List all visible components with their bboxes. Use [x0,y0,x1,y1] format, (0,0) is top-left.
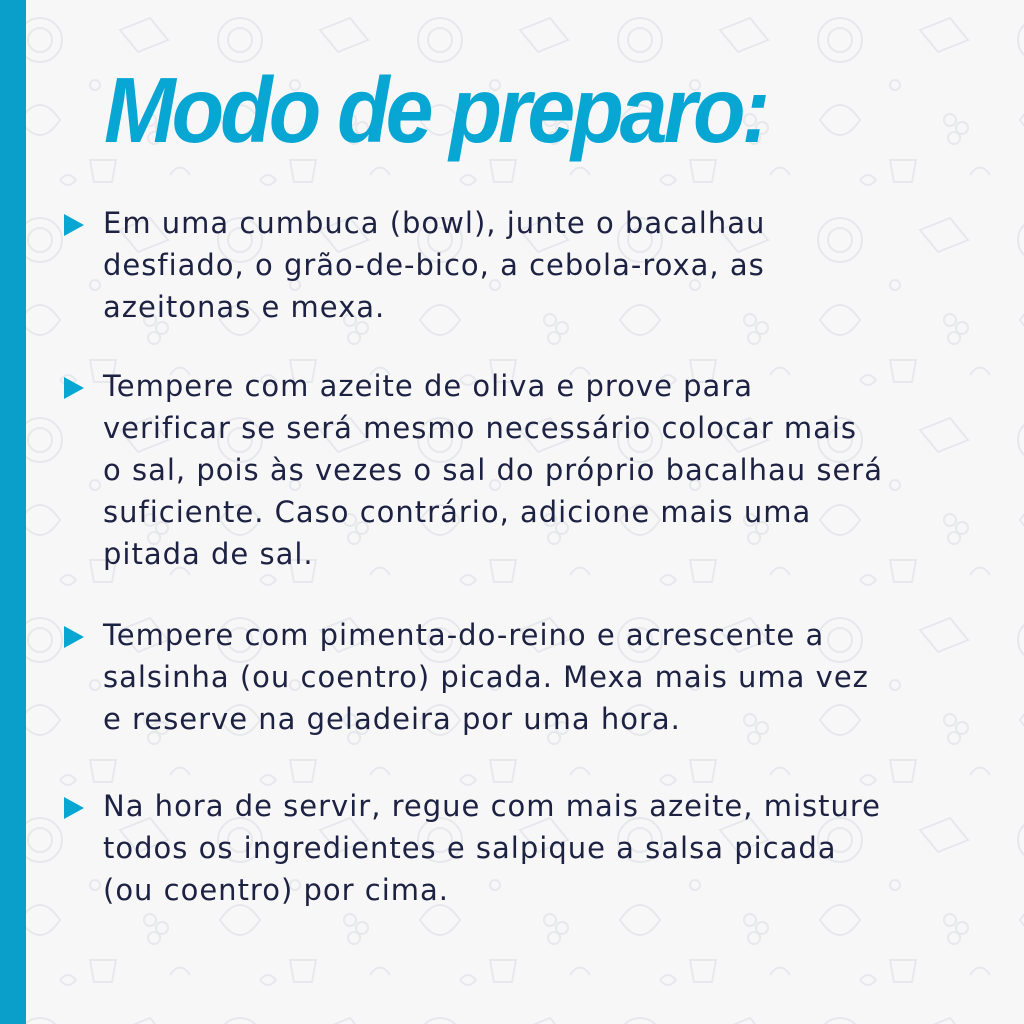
step-text: Tempere com pimenta-do-reino e acrescente a salsinha (ou coentro) picada. Mexa mais uma vez e reserve na geladeira por uma hora. [103,618,869,736]
step-text: Tempere com azeite de oliva e prove para verificar se será mesmo necessário colocar mais o sal, pois às vezes o sal do próprio bacalhau será suficiente. Caso contrário, adicione mais uma pitada de sal. [103,369,883,571]
play-arrow-icon [64,214,84,236]
play-arrow-icon [64,626,84,648]
page-title: Modo de preparo: [104,58,767,163]
play-arrow-icon [64,377,84,399]
left-accent-bar [0,0,26,1024]
step-text: Em uma cumbuca (bowl), junte o bacalhau desfiado, o grão-de-bico, a cebola-roxa, as azeitonas e mexa. [103,206,766,324]
play-arrow-icon [64,797,84,819]
step-text: Na hora de servir, regue com mais azeite, misture todos os ingredientes e salpique a salsa picada (ou coentro) por cima. [103,789,882,907]
